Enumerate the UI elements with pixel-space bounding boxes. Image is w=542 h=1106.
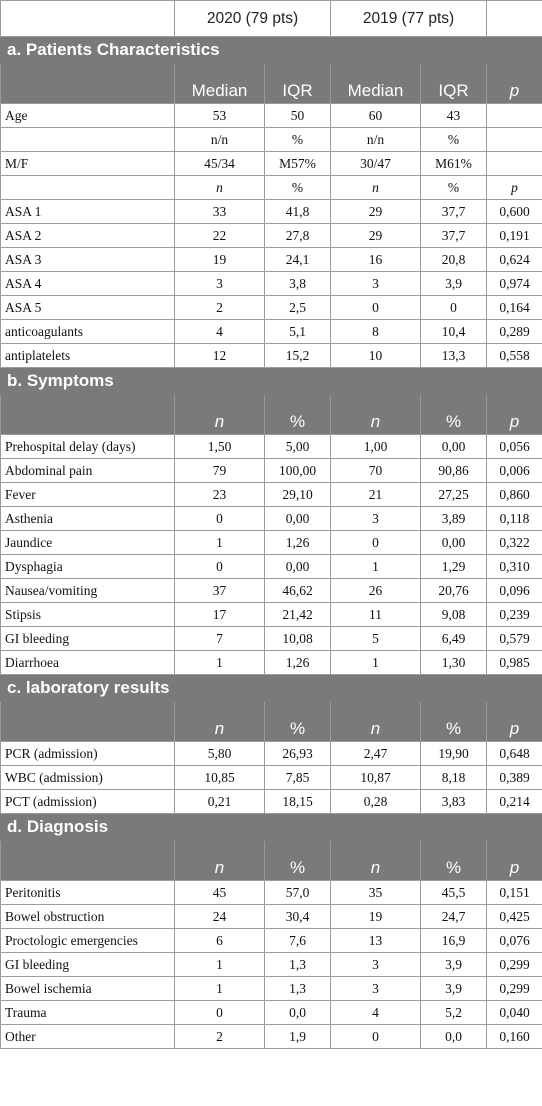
subheader-cell: %: [265, 702, 331, 742]
table-cell: 33: [175, 200, 265, 224]
table-row: [1, 507, 542, 531]
table-cell: 0,0: [421, 1025, 487, 1049]
subheader-cell: n: [331, 395, 421, 435]
subheader-cell: %: [421, 395, 487, 435]
table-cell: 5,80: [175, 742, 265, 766]
table-cell: 0,151: [487, 881, 542, 905]
table-cell: 0,040: [487, 1001, 542, 1025]
section-header: [1, 368, 542, 395]
table-cell: 37,7: [421, 224, 487, 248]
table-row: [1, 579, 542, 603]
row-label: Trauma: [1, 1001, 175, 1025]
table-cell: 0: [175, 1001, 265, 1025]
row-label: Dysphagia: [1, 555, 175, 579]
table-cell: 0,299: [487, 977, 542, 1001]
table-cell: 45: [175, 881, 265, 905]
row-label: ASA 1: [1, 200, 175, 224]
table-cell: 3: [175, 272, 265, 296]
row-label: Bowel ischemia: [1, 977, 175, 1001]
table-cell: 1: [331, 555, 421, 579]
table-row: [1, 766, 542, 790]
table-row: [1, 953, 542, 977]
table-row: [1, 344, 542, 368]
table-cell: 1,26: [265, 651, 331, 675]
table-cell: 0,299: [487, 953, 542, 977]
table-cell: 5,2: [421, 1001, 487, 1025]
table-row: [1, 200, 542, 224]
table-cell: 0,239: [487, 603, 542, 627]
table-cell: 7,85: [265, 766, 331, 790]
column-subheader: [1, 64, 542, 104]
table-cell: 3,8: [265, 272, 331, 296]
table-cell: 4: [175, 320, 265, 344]
section-header: [1, 37, 542, 64]
table-cell: 21: [331, 483, 421, 507]
table-cell: 24,1: [265, 248, 331, 272]
table-cell: 3,9: [421, 977, 487, 1001]
table-cell: 6,49: [421, 627, 487, 651]
table-cell: 0,624: [487, 248, 542, 272]
table-cell: p: [487, 176, 542, 200]
table-row: [1, 627, 542, 651]
table-cell: 0,289: [487, 320, 542, 344]
row-label: GI bleeding: [1, 953, 175, 977]
table-cell: 0: [331, 531, 421, 555]
table-row: [1, 651, 542, 675]
row-label: PCR (admission): [1, 742, 175, 766]
table-cell: 17: [175, 603, 265, 627]
table-row: [1, 603, 542, 627]
table-cell: 1: [331, 651, 421, 675]
table-cell: 1: [175, 651, 265, 675]
table-cell: 2,5: [265, 296, 331, 320]
table-cell: 0,056: [487, 435, 542, 459]
table-cell: 24: [175, 905, 265, 929]
table-cell: 3: [331, 272, 421, 296]
header-cell-2019: 2019 (77 pts): [331, 1, 487, 37]
table-cell: 0,579: [487, 627, 542, 651]
table-cell: 43: [421, 104, 487, 128]
table-cell: 24,7: [421, 905, 487, 929]
table-cell: 0,28: [331, 790, 421, 814]
table-cell: 20,76: [421, 579, 487, 603]
table-cell: 27,8: [265, 224, 331, 248]
subheader-cell: Median: [175, 64, 265, 104]
table-cell: 1: [175, 977, 265, 1001]
row-label: ASA 4: [1, 272, 175, 296]
table-cell: 8: [331, 320, 421, 344]
table-cell: 45/34: [175, 152, 265, 176]
table-cell: 19: [331, 905, 421, 929]
subheader-cell: p: [487, 702, 542, 742]
section-title: b. Symptoms: [1, 368, 542, 395]
table-cell: 1,00: [331, 435, 421, 459]
table-cell: 2,47: [331, 742, 421, 766]
table-row: [1, 790, 542, 814]
subheader-cell: [1, 395, 175, 435]
table-cell: 10: [331, 344, 421, 368]
subheader-cell: [1, 64, 175, 104]
subheader-cell: [1, 841, 175, 881]
table-cell: %: [265, 128, 331, 152]
table-cell: 53: [175, 104, 265, 128]
row-label: GI bleeding: [1, 627, 175, 651]
table-row: [1, 459, 542, 483]
table-cell: 7: [175, 627, 265, 651]
table-cell: M57%: [265, 152, 331, 176]
table-cell: 16,9: [421, 929, 487, 953]
section-title: c. laboratory results: [1, 675, 542, 702]
table-row: [1, 531, 542, 555]
subheader-cell: IQR: [421, 64, 487, 104]
table-row: [1, 248, 542, 272]
subheader-cell: %: [265, 395, 331, 435]
table-cell: 29: [331, 224, 421, 248]
table-cell: 0,0: [265, 1001, 331, 1025]
section-header: [1, 814, 542, 841]
table-cell: 0,076: [487, 929, 542, 953]
table-cell: %: [421, 128, 487, 152]
table-cell: 0,985: [487, 651, 542, 675]
table-cell: 0: [331, 1025, 421, 1049]
subheader-cell: n: [175, 395, 265, 435]
table-cell: 0,558: [487, 344, 542, 368]
table-cell: 0,322: [487, 531, 542, 555]
table-row: [1, 128, 542, 152]
table-cell: 19,90: [421, 742, 487, 766]
table-cell: 3,83: [421, 790, 487, 814]
table-row: [1, 881, 542, 905]
table-cell: 3,9: [421, 272, 487, 296]
table-cell: 1,30: [421, 651, 487, 675]
table-cell: 90,86: [421, 459, 487, 483]
table-cell: 37,7: [421, 200, 487, 224]
table-row: [1, 176, 542, 200]
table-cell: 57,0: [265, 881, 331, 905]
table-body: [1, 1, 542, 1049]
table-cell: %: [265, 176, 331, 200]
section-header: [1, 675, 542, 702]
table-cell: 1,3: [265, 953, 331, 977]
table-row: [1, 152, 542, 176]
table-cell: 0,191: [487, 224, 542, 248]
table-cell: 1,9: [265, 1025, 331, 1049]
subheader-cell: n: [175, 841, 265, 881]
table-cell: 0,096: [487, 579, 542, 603]
table-cell: 3: [331, 977, 421, 1001]
table-row: [1, 905, 542, 929]
table-cell: 100,00: [265, 459, 331, 483]
column-subheader: [1, 395, 542, 435]
row-label: antiplatelets: [1, 344, 175, 368]
table-cell: 30/47: [331, 152, 421, 176]
table-cell: 6: [175, 929, 265, 953]
table-cell: 10,87: [331, 766, 421, 790]
table-cell: 0,425: [487, 905, 542, 929]
table-row: [1, 929, 542, 953]
row-label: ASA 5: [1, 296, 175, 320]
table-cell: 10,08: [265, 627, 331, 651]
table-cell: 29,10: [265, 483, 331, 507]
table-cell: 2: [175, 1025, 265, 1049]
table-cell: M61%: [421, 152, 487, 176]
header-cell-blank: [487, 1, 542, 37]
table-cell: 16: [331, 248, 421, 272]
table-cell: 3,89: [421, 507, 487, 531]
table-top-header: [1, 1, 542, 37]
table-cell: 21,42: [265, 603, 331, 627]
table-row: [1, 742, 542, 766]
table-row: [1, 977, 542, 1001]
row-label: M/F: [1, 152, 175, 176]
table-cell: %: [421, 176, 487, 200]
subheader-cell: n: [331, 702, 421, 742]
row-label: ASA 3: [1, 248, 175, 272]
table-cell: n/n: [331, 128, 421, 152]
table-row: [1, 555, 542, 579]
table-cell: 46,62: [265, 579, 331, 603]
row-label: Bowel obstruction: [1, 905, 175, 929]
table-cell: 7,6: [265, 929, 331, 953]
subheader-cell: [1, 702, 175, 742]
table-cell: 30,4: [265, 905, 331, 929]
table-cell: 0: [175, 555, 265, 579]
table-cell: 5,1: [265, 320, 331, 344]
table-cell: [487, 104, 542, 128]
table-cell: 60: [331, 104, 421, 128]
table-cell: 13,3: [421, 344, 487, 368]
table-cell: 0,600: [487, 200, 542, 224]
table-cell: 1,50: [175, 435, 265, 459]
table-cell: 12: [175, 344, 265, 368]
subheader-cell: %: [421, 841, 487, 881]
table-cell: 45,5: [421, 881, 487, 905]
table-cell: 3: [331, 507, 421, 531]
subheader-cell: %: [421, 702, 487, 742]
subheader-cell: %: [265, 841, 331, 881]
table-cell: 0,00: [265, 555, 331, 579]
table-cell: 1: [175, 531, 265, 555]
table-cell: 37: [175, 579, 265, 603]
table-row: [1, 1001, 542, 1025]
header-cell-blank: [1, 1, 175, 37]
table-cell: 0,00: [265, 507, 331, 531]
table-row: [1, 320, 542, 344]
table-cell: 50: [265, 104, 331, 128]
table-cell: 0,00: [421, 435, 487, 459]
table-cell: 4: [331, 1001, 421, 1025]
row-label: Nausea/vomiting: [1, 579, 175, 603]
table-cell: 0,310: [487, 555, 542, 579]
row-label: WBC (admission): [1, 766, 175, 790]
table-cell: 9,08: [421, 603, 487, 627]
row-label: [1, 128, 175, 152]
header-cell-2020: 2020 (79 pts): [175, 1, 331, 37]
row-label: Proctologic emergencies: [1, 929, 175, 953]
table-cell: 0,164: [487, 296, 542, 320]
subheader-cell: p: [487, 841, 542, 881]
table-cell: 70: [331, 459, 421, 483]
table-cell: 22: [175, 224, 265, 248]
row-label: Abdominal pain: [1, 459, 175, 483]
table-row: [1, 483, 542, 507]
row-label: Fever: [1, 483, 175, 507]
subheader-cell: Median: [331, 64, 421, 104]
table-cell: 13: [331, 929, 421, 953]
row-label: Stipsis: [1, 603, 175, 627]
table-cell: 0,389: [487, 766, 542, 790]
row-label: Prehospital delay (days): [1, 435, 175, 459]
table-cell: 0: [331, 296, 421, 320]
row-label: anticoagulants: [1, 320, 175, 344]
table-cell: 1,26: [265, 531, 331, 555]
row-label: Other: [1, 1025, 175, 1049]
table-cell: n: [331, 176, 421, 200]
table-cell: 27,25: [421, 483, 487, 507]
table-cell: 15,2: [265, 344, 331, 368]
table-cell: 41,8: [265, 200, 331, 224]
table-cell: 29: [331, 200, 421, 224]
table-cell: 0,160: [487, 1025, 542, 1049]
table-cell: 0,118: [487, 507, 542, 531]
row-label: Diarrhoea: [1, 651, 175, 675]
subheader-cell: p: [487, 64, 542, 104]
table-cell: 26: [331, 579, 421, 603]
table-cell: 2: [175, 296, 265, 320]
table-cell: 5: [331, 627, 421, 651]
section-title: a. Patients Characteristics: [1, 37, 542, 64]
table-cell: 10,85: [175, 766, 265, 790]
table-row: [1, 272, 542, 296]
table-cell: 19: [175, 248, 265, 272]
table-cell: 5,00: [265, 435, 331, 459]
table-cell: [487, 128, 542, 152]
table-cell: [487, 152, 542, 176]
table-row: [1, 435, 542, 459]
table-row: [1, 104, 542, 128]
row-label: Age: [1, 104, 175, 128]
table-cell: 0,21: [175, 790, 265, 814]
table-cell: 23: [175, 483, 265, 507]
table-row: [1, 296, 542, 320]
table-cell: n: [175, 176, 265, 200]
table-cell: 1,29: [421, 555, 487, 579]
table-cell: 10,4: [421, 320, 487, 344]
table-cell: 20,8: [421, 248, 487, 272]
subheader-cell: n: [331, 841, 421, 881]
table-cell: 8,18: [421, 766, 487, 790]
section-title: d. Diagnosis: [1, 814, 542, 841]
row-label: Jaundice: [1, 531, 175, 555]
row-label: [1, 176, 175, 200]
table-row: [1, 224, 542, 248]
table-cell: 0,00: [421, 531, 487, 555]
table-cell: 18,15: [265, 790, 331, 814]
table-cell: 3: [331, 953, 421, 977]
table-cell: 0,214: [487, 790, 542, 814]
table-cell: 0,006: [487, 459, 542, 483]
table-cell: 0,648: [487, 742, 542, 766]
row-label: PCT (admission): [1, 790, 175, 814]
table-cell: n/n: [175, 128, 265, 152]
table-cell: 79: [175, 459, 265, 483]
table-cell: 0,974: [487, 272, 542, 296]
row-label: Asthenia: [1, 507, 175, 531]
table-cell: 35: [331, 881, 421, 905]
table-cell: 1: [175, 953, 265, 977]
table-cell: 26,93: [265, 742, 331, 766]
row-label: Peritonitis: [1, 881, 175, 905]
table-cell: 0,860: [487, 483, 542, 507]
table-row: [1, 1025, 542, 1049]
column-subheader: [1, 841, 542, 881]
table-cell: 1,3: [265, 977, 331, 1001]
subheader-cell: n: [175, 702, 265, 742]
table-cell: 11: [331, 603, 421, 627]
subheader-cell: p: [487, 395, 542, 435]
table-cell: 0: [175, 507, 265, 531]
subheader-cell: IQR: [265, 64, 331, 104]
table-cell: 3,9: [421, 953, 487, 977]
row-label: ASA 2: [1, 224, 175, 248]
column-subheader: [1, 702, 542, 742]
table-cell: 0: [421, 296, 487, 320]
